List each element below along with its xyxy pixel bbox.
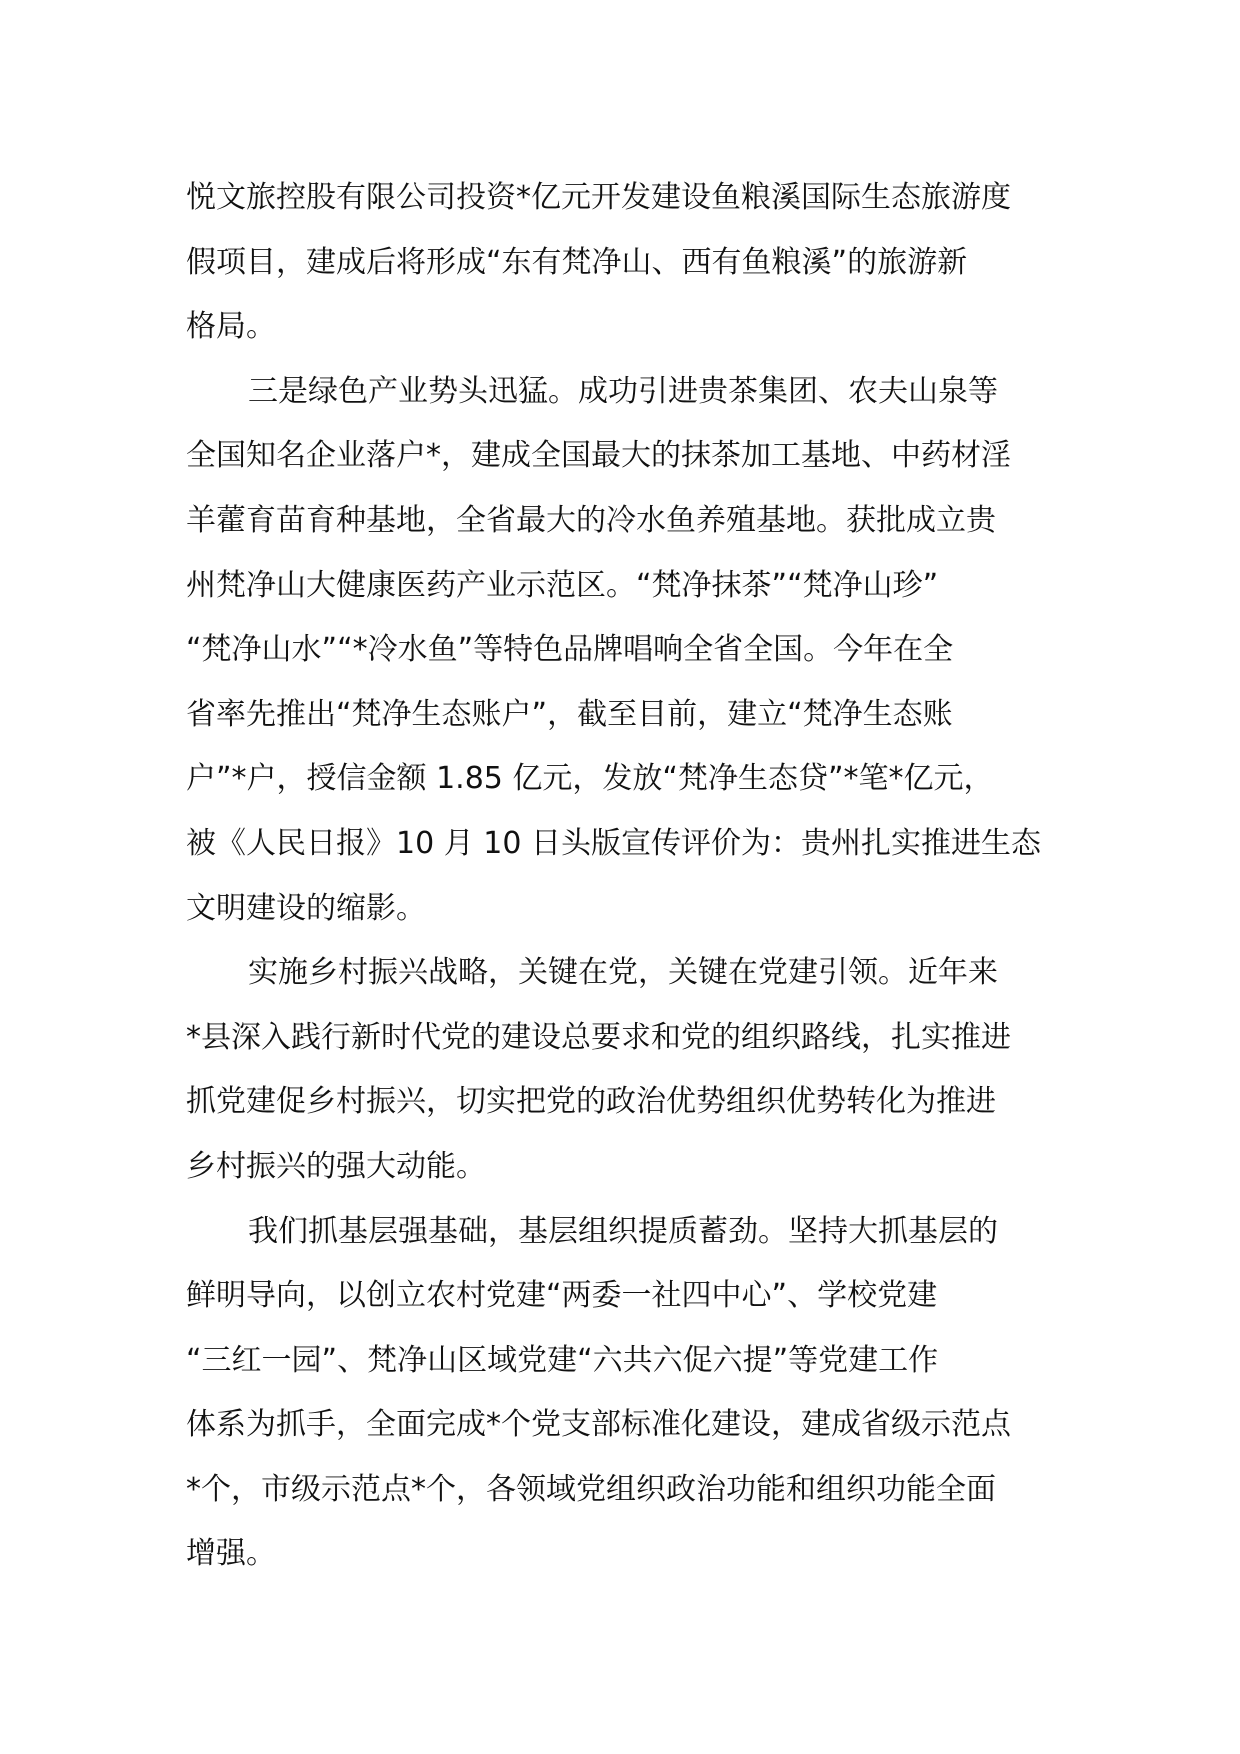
text-line: 被《人民日报》10 月 10 日头版宣传评价为：贵州扎实推进生态: [186, 825, 1041, 861]
text-line: *个，市级示范点*个，各领域党组织政治功能和组织功能全面: [186, 1471, 996, 1507]
text-line: 羊藿育苗育种基地，全省最大的冷水鱼养殖基地。获批成立贵: [186, 502, 996, 538]
paragraph-1: [186, 166, 1058, 360]
text-line: 实施乡村振兴战略，关键在党，关键在党建引领。近年来: [248, 955, 998, 991]
text-line: 全国知名企业落户*，建成全国最大的抹茶加工基地、中药材淫: [186, 438, 1011, 474]
text-line: 增强。: [186, 1536, 276, 1572]
text-line: “梵净山水”“*冷水鱼”等特色品牌唱响全省全国。今年在全: [186, 632, 954, 668]
text-line: 体系为抓手，全面完成*个党支部标准化建设，建成省级示范点: [186, 1407, 1011, 1443]
text-line: 省率先推出“梵净生态账户”，截至目前，建立“梵净生态账: [186, 696, 953, 732]
paragraph-3: [186, 941, 1058, 1199]
paragraph-2: [186, 360, 1058, 941]
paragraph-4: [186, 1200, 1058, 1588]
text-line: 三是绿色产业势头迅猛。成功引进贵茶集团、农夫山泉等: [248, 373, 998, 409]
text-line: 我们抓基层强基础，基层组织提质蓄劲。坚持大抓基层的: [248, 1213, 998, 1249]
text-line: 户”*户，授信金额 1.85 亿元，发放“梵净生态贷”*笔*亿元，: [186, 761, 994, 797]
text-line: 乡村振兴的强大动能。: [186, 1148, 486, 1184]
text-line: 悦文旅控股有限公司投资*亿元开发建设鱼粮溪国际生态旅游度: [186, 180, 1011, 215]
text-line: 抓党建促乡村振兴，切实把党的政治优势组织优势转化为推进: [186, 1084, 996, 1120]
text-line: 格局。: [186, 309, 276, 345]
document-body: [186, 166, 1058, 1587]
text-line: 州梵净山大健康医药产业示范区。“梵净抹茶”“梵净山珍”: [186, 567, 939, 603]
text-line: 文明建设的缩影。: [186, 890, 426, 926]
text-line: 鲜明导向，以创立农村党建“两委一社四中心”、学校党建: [186, 1278, 938, 1314]
text-line: 假项目，建成后将形成“东有梵净山、西有鱼粮溪”的旅游新: [186, 244, 968, 280]
text-line: *县深入践行新时代党的建设总要求和党的组织路线，扎实推进: [186, 1019, 1011, 1055]
text-line: “三红一园”、梵净山区域党建“六共六促六提”等党建工作: [186, 1342, 939, 1378]
